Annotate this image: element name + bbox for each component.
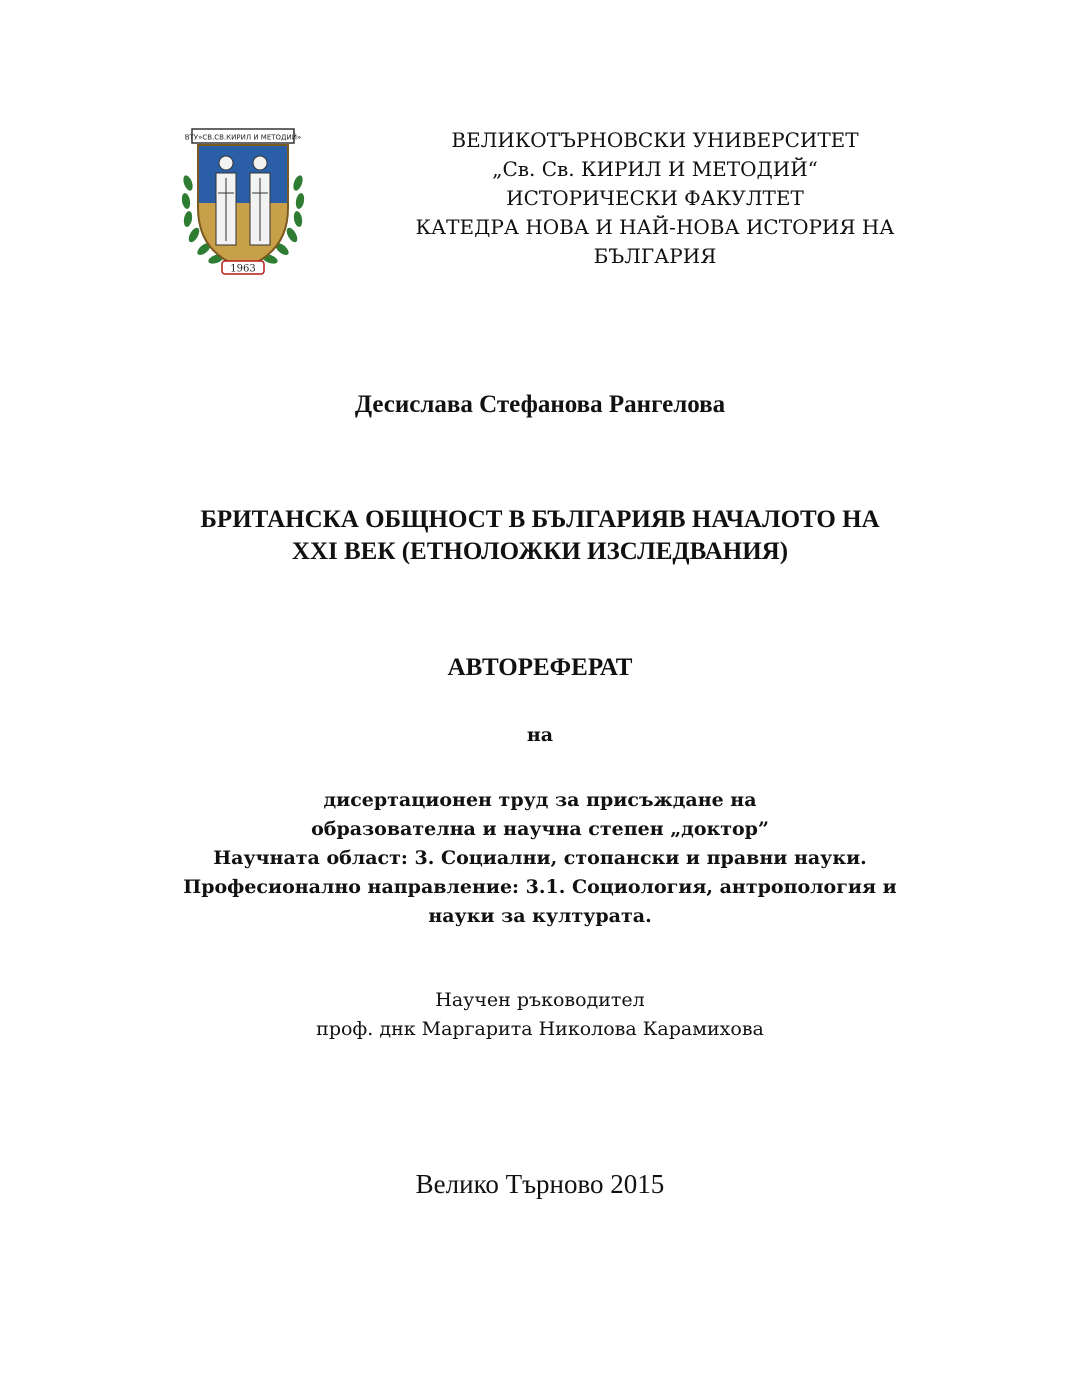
university-line: ВЕЛИКОТЪРНОВСКИ УНИВЕРСИТЕТ (451, 128, 859, 152)
university-header (380, 126, 930, 271)
description-line: Професионално направление: 3.1. Социология, антропология и (183, 876, 897, 898)
title-line-1: БРИТАНСКА ОБЩНОСТ В БЪЛГАРИЯВ НАЧАЛОТО НА (200, 506, 880, 533)
document-type: АВТОРЕФЕРАТ (447, 654, 633, 681)
description-line: Научната област: 3. Социални, стопански и правни науки. (213, 847, 867, 869)
university-line: БЪЛГАРИЯ (593, 244, 717, 268)
author-name: Десислава Стефанова Рангелова (354, 391, 726, 418)
ribbon-text: ВТУ»СВ.СВ.КИРИЛ И МЕТОДИЙ» (184, 133, 302, 142)
supervisor-name: проф. днк Маргарита Николова Карамихова (316, 1018, 764, 1040)
university-line: КАТЕДРА НОВА И НАЙ-НОВА ИСТОРИЯ НА (415, 215, 895, 239)
place-and-year: Велико Търново 2015 (415, 1169, 665, 1199)
description-line: науки за културата. (428, 905, 652, 927)
supervisor-block (0, 986, 1080, 1044)
dissertation-description (0, 786, 1080, 931)
university-line: ИСТОРИЧЕСКИ ФАКУЛТЕТ (506, 186, 804, 210)
university-line: „Св. Св. КИРИЛ И МЕТОДИЙ“ (492, 157, 818, 181)
university-crest-logo (178, 123, 308, 278)
supervisor-label: Научен ръководител (435, 989, 645, 1011)
preposition: на (526, 724, 554, 746)
description-line: образователна и научна степен „доктор” (311, 818, 769, 840)
title-line-2: XXI ВЕК (ЕТНОЛОЖКИ ИЗСЛЕДВАНИЯ) (291, 538, 789, 565)
shield-icon (198, 145, 288, 268)
dissertation-title (0, 504, 1080, 568)
year-text: 1963 (230, 263, 256, 275)
description-line: дисертационен труд за присъждане на (323, 789, 757, 811)
